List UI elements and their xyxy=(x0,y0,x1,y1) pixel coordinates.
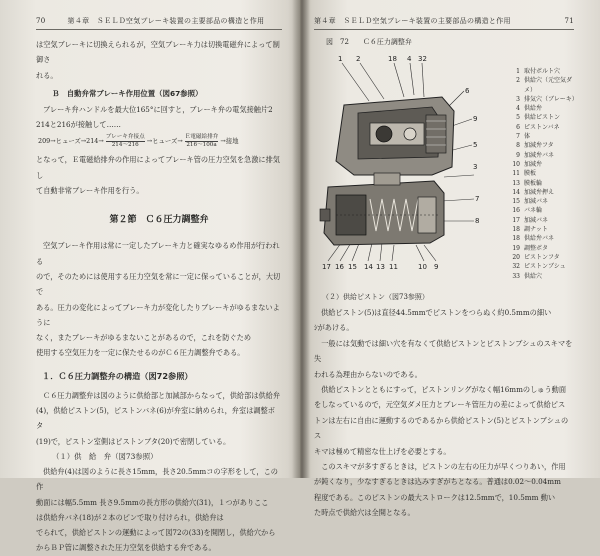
text-line: となって，Ｅ電磁給排弁の作用によってブレーキ管の圧力空気を急激に排気し xyxy=(36,155,280,180)
callout-label: 15 xyxy=(348,263,357,271)
callout-label: 10 xyxy=(418,263,427,271)
text-line: 供給ピストンとともにすって，ピストンリングがなく幅16mmのしゅう動面 xyxy=(314,385,567,395)
running-header xyxy=(314,16,574,30)
text-line: れる。 xyxy=(36,70,58,80)
legend-item: 11 膜板 xyxy=(512,170,537,178)
legend-item: 7 体 xyxy=(516,133,531,141)
text-line: は空気ブレーキに切換えられるが，空気ブレーキ力は切換電磁弁によって制御さ xyxy=(36,40,280,65)
text-line: 動面には幅5.5mm 長さ9.5mmの長方形の供給穴(31)，１つがありここ xyxy=(36,497,269,507)
legend-item: 2 供給穴（元空気ダメ） xyxy=(516,77,573,94)
text-line: をしなっているので，元空気ダメ圧力とブレーキ管圧力の差によって供給ピス xyxy=(314,400,566,410)
text-line: 程度である。このピストンの最大ストロークは12.5mmで，10.5mm 動い xyxy=(314,492,556,502)
formula-fraction-2 xyxy=(185,134,219,148)
fraction-bottom: 216～100a xyxy=(186,141,217,148)
callout-label: 7 xyxy=(475,195,480,203)
formula-mid: →ヒューズ→ xyxy=(146,137,183,146)
legend-item: 4 供給弁 xyxy=(516,105,543,113)
legend-item: 13 膜板輪 xyxy=(512,179,543,187)
callout-label: 11 xyxy=(389,263,398,271)
circuit-formula xyxy=(38,134,282,148)
text-line: でられて，供給ピストンの運動によって図72の(33)を開閉し，供給穴から xyxy=(36,528,276,538)
fraction-top: Ｅ電磁給排弁 xyxy=(184,134,219,141)
text-line: た時点で供給穴は全開となる。 xyxy=(314,508,415,518)
text-line: ブレーキ弁ハンドルを最大位165°に回すと，ブレーキ弁の電気接触片2 xyxy=(43,104,273,114)
callout-label: 9 xyxy=(473,115,478,123)
pressure-regulator-drawing xyxy=(314,49,504,293)
callout-label: 32 xyxy=(418,55,427,63)
legend-item: 18 調ナット xyxy=(512,226,548,234)
callout-label: 18 xyxy=(388,55,397,63)
right-page xyxy=(300,0,600,518)
page-number: 70 xyxy=(36,17,46,25)
text-line: が鈍くなり，少なすぎるときは込みすぎがちとなる。普通は0.02～0.04mm xyxy=(314,477,561,487)
figure-72 xyxy=(314,49,578,293)
text-line: 一般には気動では細い穴を有なくて供給ピストンとピストンブシュのスキマを失 xyxy=(314,338,573,364)
legend-item: 33 供給穴 xyxy=(512,272,543,280)
text-line: 214と216が接触して…… xyxy=(36,120,121,130)
callout-label: 14 xyxy=(364,263,373,271)
text-line: キマは極めて精密な仕上げを必要とする。 xyxy=(314,446,451,456)
callout-label: 4 xyxy=(407,55,412,63)
callout-label: 17 xyxy=(322,263,331,271)
legend-item: 5 供給ピストン xyxy=(516,114,561,122)
page-number: 71 xyxy=(564,17,574,25)
formula-end: →接地 xyxy=(220,137,239,146)
callout-label: 1 xyxy=(338,55,343,63)
section-heading: 第２節 Ｃ６圧力調整弁 xyxy=(109,215,209,226)
item-heading: （２）供給ピストン（図73参照） xyxy=(322,293,429,301)
callout-label: 8 xyxy=(475,217,480,225)
running-head-text: 第４章 ＳＥＬＤ空気ブレーキ装置の主要部品の構造と作用 xyxy=(67,17,265,25)
item-heading: （１）供 給 弁（図73参照） xyxy=(52,451,158,461)
text-line: トンは左右に自由に運動するのであるから供給ピストン(5)とピストンブシュのス xyxy=(314,415,569,441)
callout-label: 9 xyxy=(434,263,439,271)
text-line: 供給ピストン(5)は直径44.5mmでピストンをつらぬく約0.5mmの細い xyxy=(321,308,552,317)
text-line: われる為理由からないのである。 xyxy=(314,369,422,379)
legend-item: 17 加減バネ xyxy=(512,216,549,224)
text-line: からＢＰ管に調整された圧力空気を供給する弁である。 xyxy=(36,543,216,553)
sub-heading: Ｂ 自動弁常ブレーキ作用位置（図67参照） xyxy=(52,88,203,98)
legend-item: 19 調整ボタ xyxy=(512,244,549,252)
text-line: (4)，供給ピストン(5)，ピストンバネ(6)が弁室に納められ，弁室は調整ボタ xyxy=(36,406,275,431)
legend-item: 20 ピストンフタ xyxy=(512,253,560,261)
legend-item: 16 バネ輪 xyxy=(512,207,543,215)
callout-label: 3 xyxy=(473,163,478,171)
parts-legend xyxy=(508,67,580,281)
text-line: ｼがあける。 xyxy=(314,323,354,333)
subsection-heading: １．Ｃ６圧力調整弁の構造（図72参照） xyxy=(42,370,193,381)
text-line: 使用する空気圧力を一定に保たせるのがＣ６圧力調整弁である。 xyxy=(36,348,245,358)
figure-title: 図 72 Ｃ６圧力調整弁 xyxy=(326,38,412,46)
left-page xyxy=(0,0,300,553)
text-line: て自動非常ブレーキ作用を行う。 xyxy=(36,186,144,196)
text-line: (19)で，ピストン室側はピストンブタ(20)で密閉している。 xyxy=(36,436,231,446)
running-header xyxy=(36,16,282,30)
formula-fraction-1 xyxy=(106,134,145,148)
legend-item: 8 加減弁フタ xyxy=(516,142,554,150)
running-head-text: 第４章 ＳＥＬＤ空気ブレーキ装置の主要部品の構造と作用 xyxy=(314,17,511,25)
text-line: ので，そのためには使用する圧力空気を常に一定に保っていることが，大切で xyxy=(36,271,281,297)
fraction-top: ブレーキ弁接点 xyxy=(105,134,145,141)
text-line: は供給弁バネ(18)が２本のピンで取り付けられ，供給弁は xyxy=(36,512,224,522)
text-line: 空気ブレーキ作用は常に一定したブレーキ力と確実なゆるめ作用が行われる xyxy=(36,241,280,266)
legend-item: 9 加減弁バネ xyxy=(516,151,555,159)
callout-label: 5 xyxy=(473,141,478,149)
text-line: このスキマが多すぎるときは，ピストンの左右の圧力が早くつりあい，作用 xyxy=(314,462,566,472)
text-line: Ｃ６圧力調整弁は図のように供給部と加減部からなって，供給部は供給弁 xyxy=(43,390,281,400)
text-line: ある。圧力の変化によってブレーキ力が変化したりブレーキがゆるまないように xyxy=(36,302,280,327)
legend-item: 6 ピストンバネ xyxy=(516,123,560,131)
callout-label: 6 xyxy=(465,87,470,95)
legend-item: 18 供給弁バネ xyxy=(512,235,555,243)
formula-start: 209→ヒューズ→214→ xyxy=(38,137,104,146)
legend-item: 3 排気穴（ブレーキ） xyxy=(516,95,578,103)
legend-item: 1 取付ボルト穴 xyxy=(516,68,561,75)
text-line: 供給弁(4)は図のように長さ15mm，長さ20.5mmコの字形をして，この作 xyxy=(36,466,278,492)
fraction-bottom: 214～216 xyxy=(106,141,145,149)
callout-label: 13 xyxy=(376,263,385,271)
legend-item: 15 加減バネ xyxy=(512,198,549,206)
callout-label: 2 xyxy=(356,55,361,63)
text-line: なく，またブレーキがゆるまないことがあるので，これを防ぐため xyxy=(36,333,252,343)
legend-item: 32 ピストンブシュ xyxy=(512,263,566,271)
callout-label: 16 xyxy=(335,263,344,271)
legend-item: 10 加減弁 xyxy=(512,160,543,168)
legend-item: 14 加減弁押え xyxy=(512,188,555,196)
